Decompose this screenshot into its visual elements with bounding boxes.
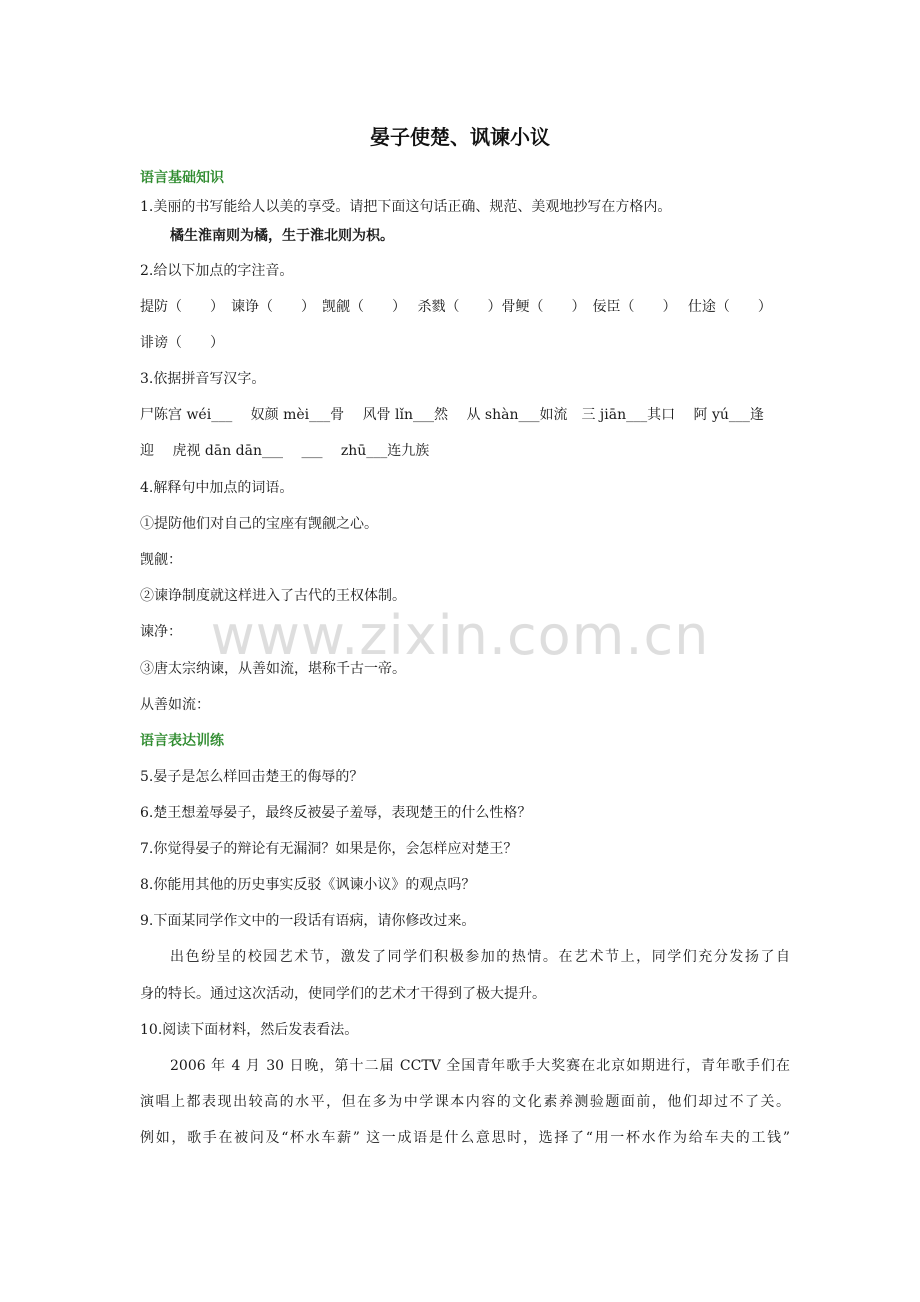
question-4-sentence-2: ②谏诤制度就这样进入了古代的王权体制。 xyxy=(140,588,406,604)
section-heading-basics: 语言基础知识 xyxy=(140,170,224,186)
question-2-row-2: 诽谤（ ） xyxy=(140,335,224,351)
question-9-prompt: 9.下面某同学作文中的一段话有语病，请你修改过来。 xyxy=(140,913,476,929)
question-10-prompt: 10.阅读下面材料，然后发表看法。 xyxy=(140,1022,359,1038)
question-4-answer-1: 觊觎： xyxy=(140,552,182,568)
question-2-prompt: 2.给以下加点的字注音。 xyxy=(140,263,294,279)
question-9-paragraph-line-2: 身的特长。通过这次活动，使同学们的艺术才干得到了极大提升。 xyxy=(140,986,546,1002)
question-10-paragraph-line-1: 2006 年 4 月 30 日晚，第十二届 CCTV 全国青年歌手大奖赛在北京如期进行，青年歌手们在 xyxy=(170,1058,790,1074)
watermark: www.zixin.com.cn xyxy=(210,604,710,667)
question-7: 7.你觉得晏子的辩论有无漏洞？如果是你，会怎样应对楚王？ xyxy=(140,841,518,857)
question-10-paragraph-line-3: 例如，歌手在被问及“杯水车薪” 这一成语是什么意思时，选择了“用一杯水作为给车夫的工钱” xyxy=(140,1130,790,1146)
question-6: 6.楚王想羞辱晏子，最终反被晏子羞辱，表现楚王的什么性格？ xyxy=(140,805,532,821)
question-4-answer-2: 谏净： xyxy=(140,624,182,640)
question-3-row-2: 迎 虎视 dān dān___ ___ zhū___连九族 xyxy=(140,443,430,459)
question-1-prompt: 1.美丽的书写能给人以美的享受。请把下面这句话正确、规范、美观地抄写在方格内。 xyxy=(140,199,672,215)
question-3-row-1: 尸陈宫 wéi___ 奴颜 mèi___骨 风骨 lǐn___然 从 shàn___如流 三 jiān___其口 阿 yú___逢 xyxy=(140,407,764,423)
question-4-prompt: 4.解释句中加点的词语。 xyxy=(140,480,294,496)
question-4-sentence-3: ③唐太宗纳谏，从善如流，堪称千古一帝。 xyxy=(140,661,406,677)
section-heading-expression: 语言表达训练 xyxy=(140,733,224,749)
page-title: 晏子使楚、讽谏小议 xyxy=(370,125,550,149)
question-9-paragraph-line-1: 出色纷呈的校园艺术节，激发了同学们积极参加的热情。在艺术节上，同学们充分发扬了自 xyxy=(170,949,790,965)
question-3-prompt: 3.依据拼音写汉字。 xyxy=(140,371,266,387)
question-4-sentence-1: ①提防他们对自己的宝座有觊觎之心。 xyxy=(140,516,378,532)
question-5: 5.晏子是怎么样回击楚王的侮辱的？ xyxy=(140,769,364,785)
question-2-row-1: 提防（ ） 谏诤（ ） 觊觎（ ） 杀戮（ ）骨鲠（ ） 佞臣（ ） 仕途（ ） xyxy=(140,299,772,315)
question-8: 8.你能用其他的历史事实反驳《讽谏小议》的观点吗？ xyxy=(140,877,476,893)
question-1-sentence: 橘生淮南则为橘，生于淮北则为枳。 xyxy=(170,228,394,244)
question-10-paragraph-line-2: 演唱上都表现出较高的水平，但在多为中学课本内容的文化素养测验题面前，他们却过不了关。 xyxy=(140,1094,790,1110)
question-4-answer-3: 从善如流： xyxy=(140,697,210,713)
